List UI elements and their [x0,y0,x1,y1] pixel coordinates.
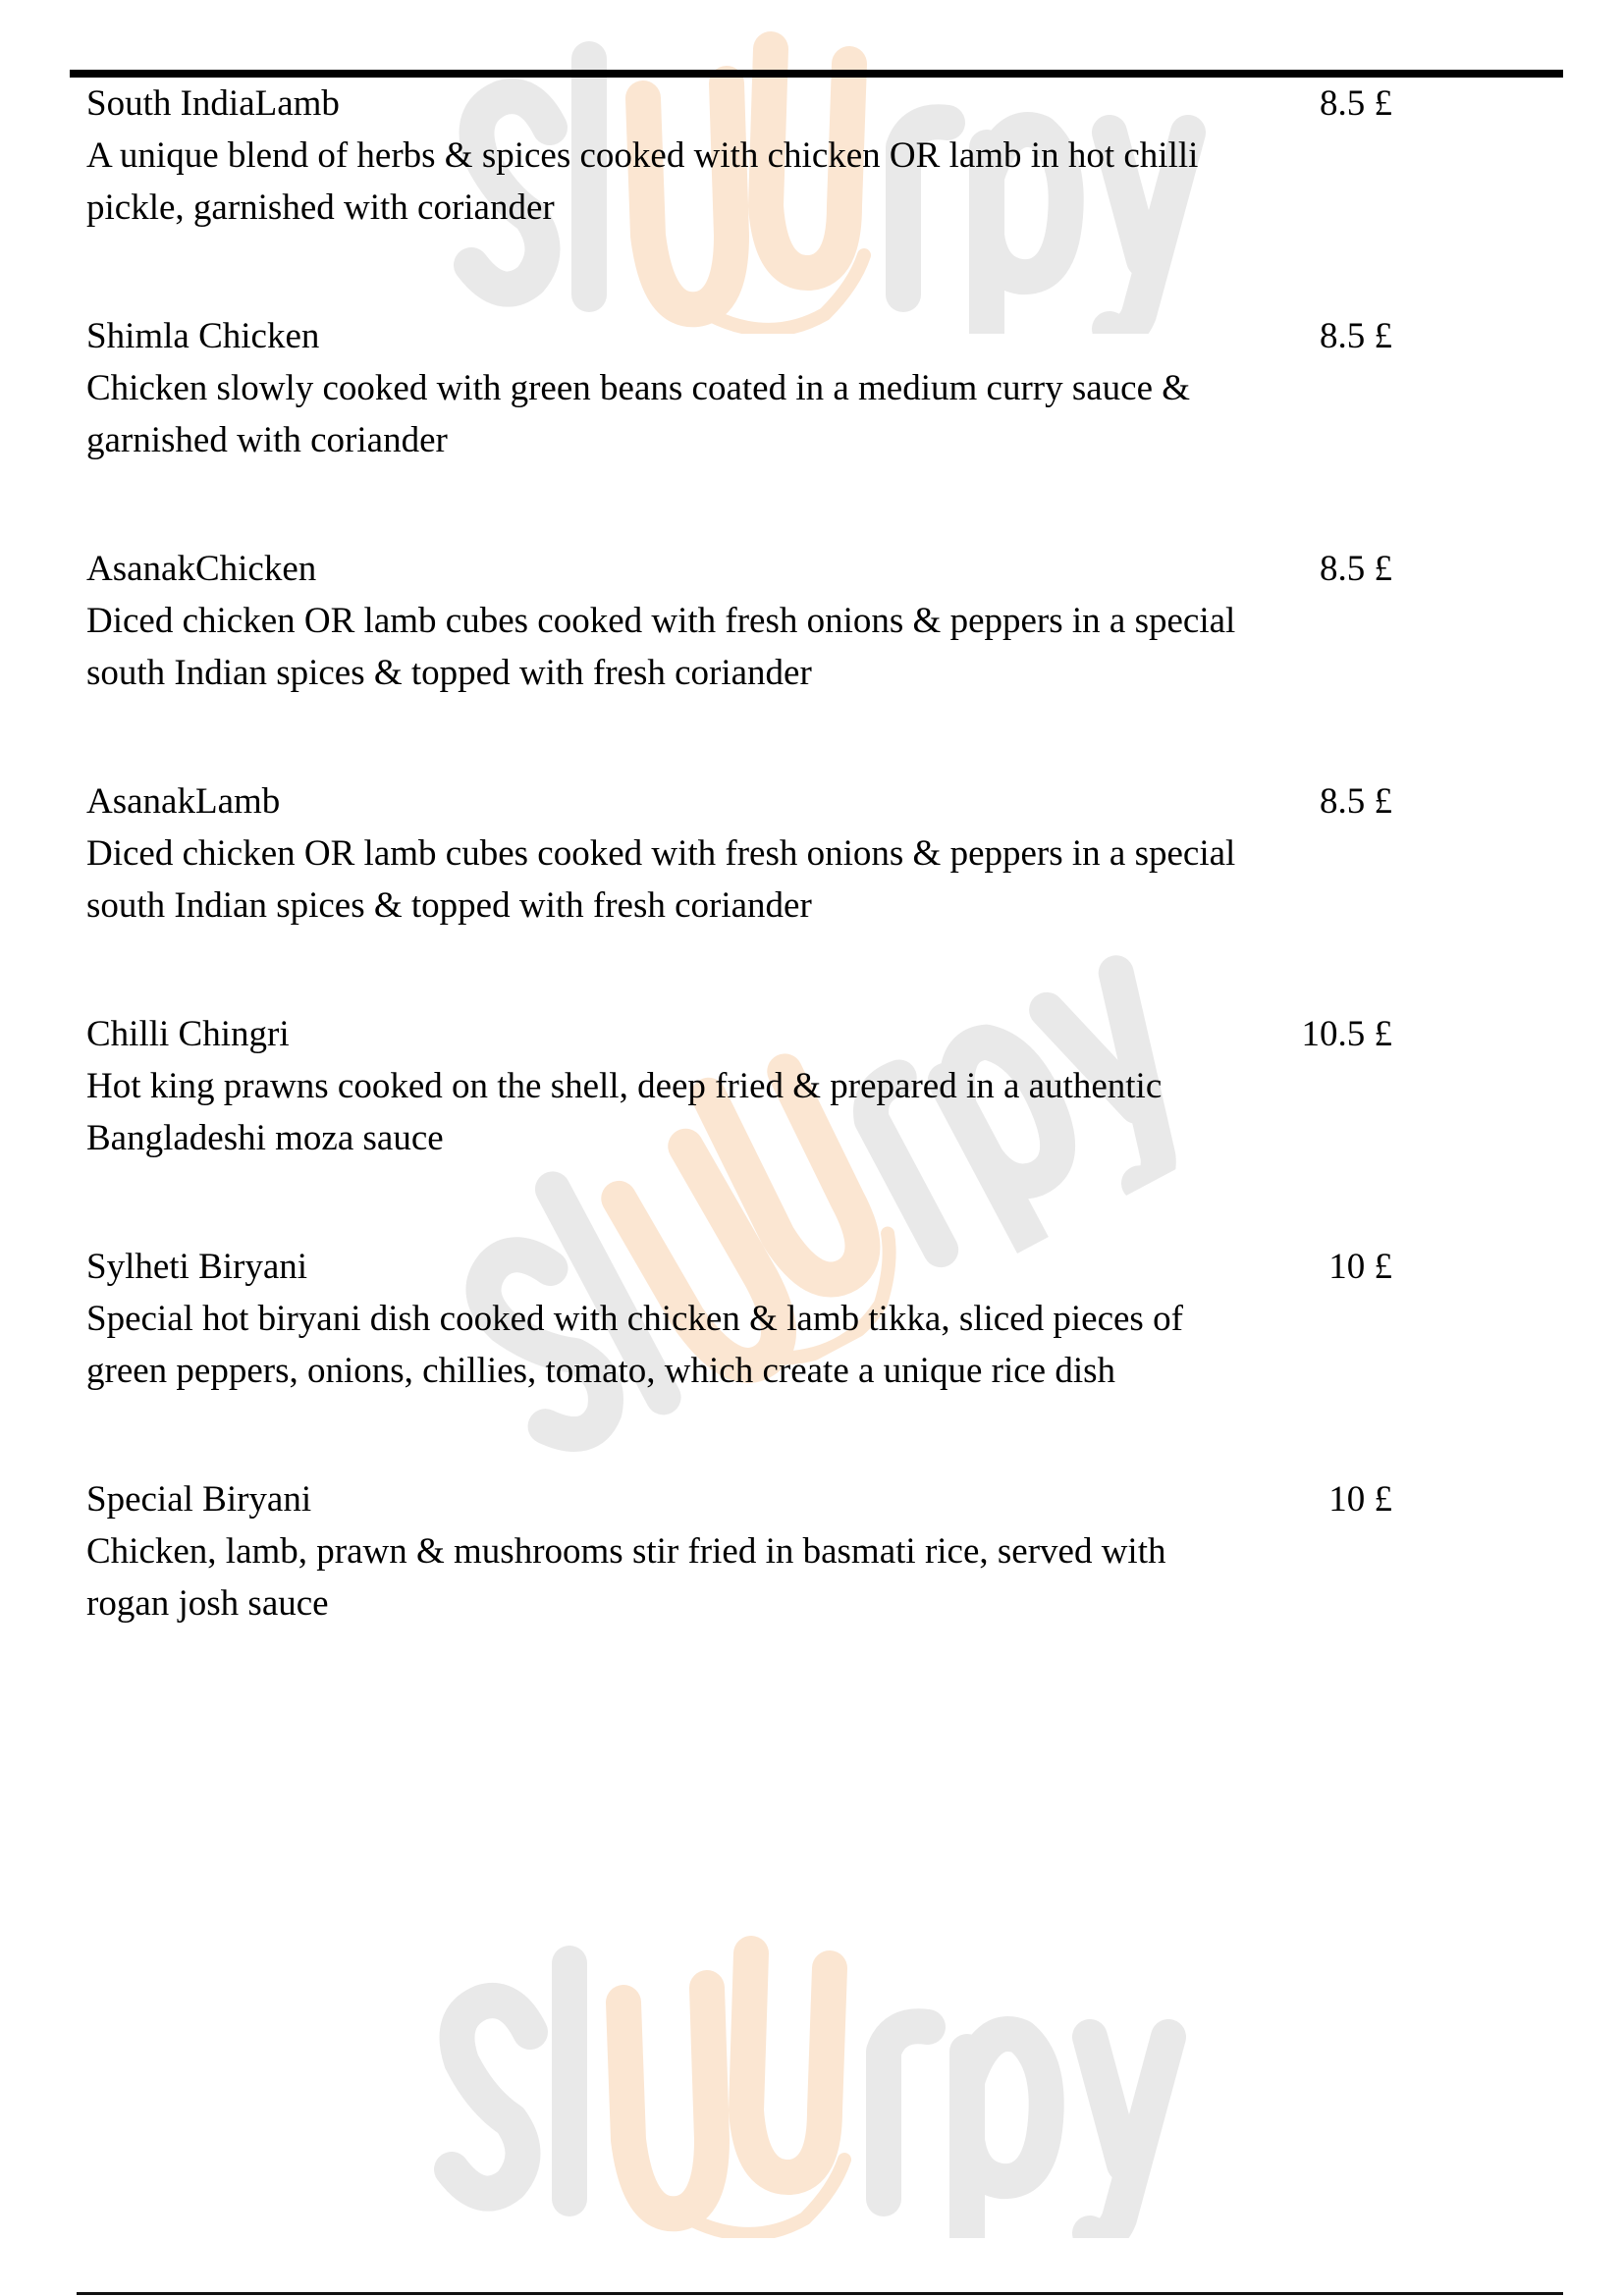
item-name: AsanakChicken [86,549,317,589]
item-text [86,1241,1255,1397]
item-text [86,1008,1255,1164]
menu-list [86,78,1392,1706]
item-name: Chilli Chingri [86,1014,290,1054]
menu-item [86,310,1392,466]
item-text [86,775,1255,932]
item-description: Chicken slowly cooked with green beans coated in a medium curry sauce & garnished with coriander [86,368,1191,460]
item-price: 8.5 £ [1320,316,1392,356]
item-price: 10 £ [1328,1479,1392,1520]
item-price: 8.5 £ [1320,549,1392,589]
menu-item [86,78,1392,234]
item-text [86,310,1255,466]
item-description: Special hot biryani dish cooked with chicken & lamb tikka, sliced pieces of green peppers, onions, chillies, tomato, which create a unique rice dish [86,1299,1183,1391]
menu-item [86,775,1392,932]
item-price: 8.5 £ [1320,781,1392,822]
item-name: AsanakLamb [86,781,281,822]
top-rule [70,70,1563,78]
bottom-rule [77,2292,1563,2295]
item-description: Diced chicken OR lamb cubes cooked with fresh onions & peppers in a special south Indian spices & topped with fresh coriander [86,833,1236,926]
menu-item [86,1473,1392,1629]
item-price: 10 £ [1328,1247,1392,1287]
sluurpy-watermark [412,1924,1218,2238]
item-price: 8.5 £ [1320,83,1392,124]
menu-item [86,543,1392,699]
item-text [86,1473,1255,1629]
menu-item [86,1008,1392,1164]
item-name: Special Biryani [86,1479,312,1520]
menu-item [86,1241,1392,1397]
item-description: Chicken, lamb, prawn & mushrooms stir fried in basmati rice, served with rogan josh sauce [86,1531,1166,1624]
item-name: South IndiaLamb [86,83,340,124]
item-name: Shimla Chicken [86,316,320,356]
item-description: Diced chicken OR lamb cubes cooked with fresh onions & peppers in a special south Indian spices & topped with fresh coriander [86,601,1236,693]
item-text [86,78,1255,234]
item-name: Sylheti Biryani [86,1247,308,1287]
item-text [86,543,1255,699]
item-price: 10.5 £ [1301,1014,1392,1054]
item-description: Hot king prawns cooked on the shell, deep fried & prepared in a authentic Bangladeshi moza sauce [86,1066,1163,1158]
item-description: A unique blend of herbs & spices cooked with chicken OR lamb in hot chilli pickle, garnished with coriander [86,135,1199,228]
